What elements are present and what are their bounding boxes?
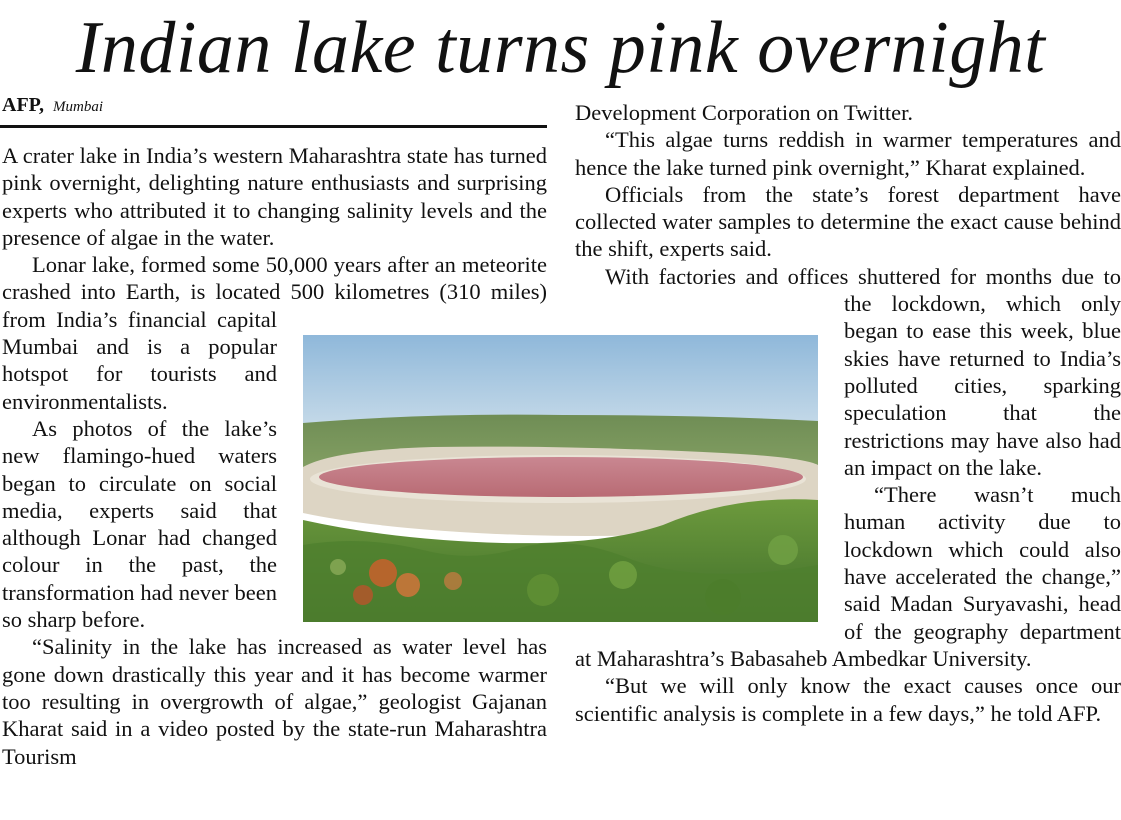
paragraph: Lonar lake, formed some 50,000 years after an meteorite crashed into Earth, is located 500 kilometres (310 miles) from India’s financial capital Mumbai and is a popular hotspot for tourists and environmentalists.: [2, 252, 547, 414]
headline: Indian lake turns pink overnight: [75, 7, 1046, 89]
paragraph: Development Corporation on Twitter.: [575, 100, 913, 125]
byline-rule: [0, 125, 547, 128]
paragraph: As photos of the lake’s new flamingo-hued waters began to circulate on social media, experts said that although Lonar had changed colour in the past, the transformation had never been so sharp before.: [2, 415, 277, 633]
paragraph: A crater lake in India’s western Maharashtra state has turned pink overnight, delighting nature enthusiasts and surprising experts who attributed it to changing salinity levels and the presence of algae in the water.: [2, 143, 547, 250]
byline-agency: AFP,: [2, 94, 45, 116]
paragraph: With factories and offices shuttered for months due to the lockdown, which only began to ease this week, blue skies have returned to India’s polluted cities, sparking speculation that the restrictions may have also had an impact on the lake.: [605, 263, 1121, 480]
paragraph: “Salinity in the lake has increased as water level has gone down drastically this year and it has become warmer too resulting in overgrowth of algae,” geologist Gajanan Kharat said in a video posted by the state-run Maharashtra Tourism: [2, 634, 547, 769]
paragraph: “There wasn’t much human activity due to lockdown which could also have accelerated the change,” said Madan Suryavashi, head of the geography department at Maharashtra’s Babasaheb Ambedkar University.: [575, 482, 1121, 671]
lake-photo: [303, 335, 818, 622]
byline-city: Mumbai: [53, 99, 104, 115]
byline: [2, 92, 103, 120]
paragraph: “But we will only know the exact causes once our scientific analysis is complete in a few days,” he told AFP.: [575, 673, 1121, 726]
paragraph: Officials from the state’s forest department have collected water samples to determine the exact cause behind the shift, experts said.: [575, 181, 1121, 262]
paragraph: “This algae turns reddish in warmer temperatures and hence the lake turned pink overnight,” Kharat explained.: [575, 127, 1121, 180]
